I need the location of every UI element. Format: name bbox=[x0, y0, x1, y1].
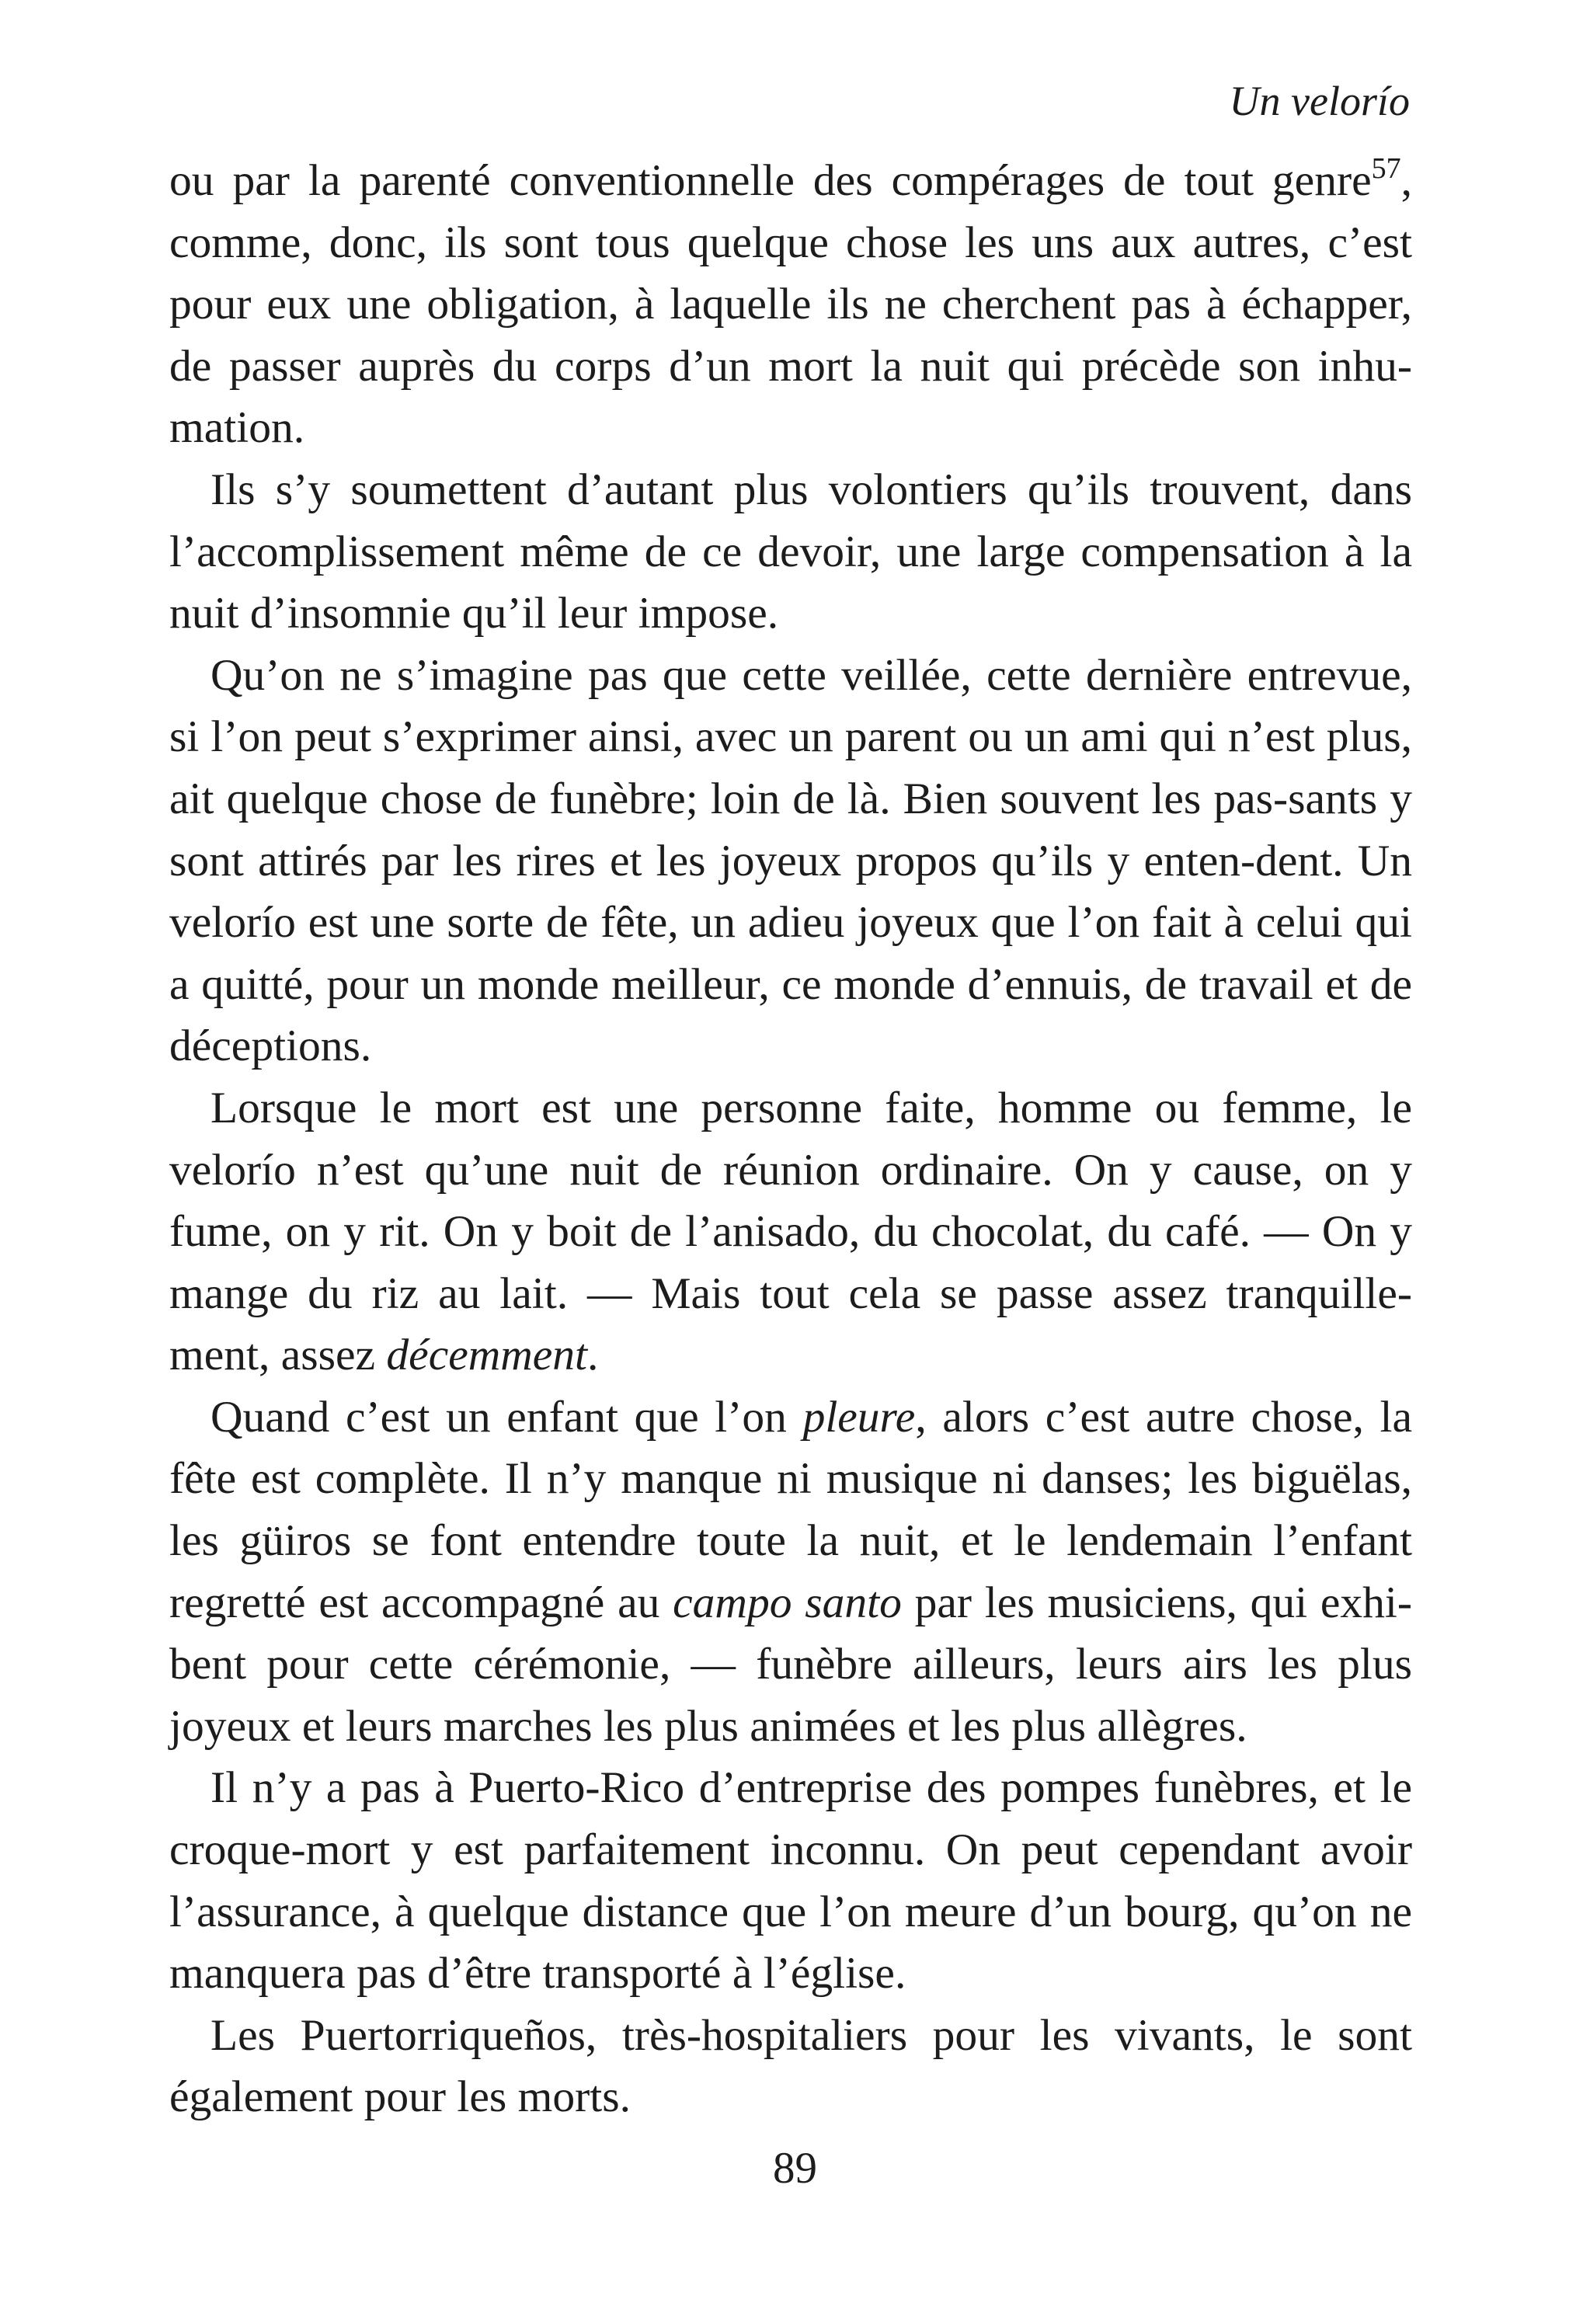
paragraph-4-text: Lorsque le mort est une personne faite, homme ou femme, le velorío n’est qu’une nuit de réunion ordinaire. On y cause, on y fume, on y rit. On y boit de l’anisado, du chocolat, du café. — On y mange du riz au lait. — Mais tout cela se passe assez tranquille-ment, assez bbox=[169, 1083, 1412, 1380]
paragraph-5 bbox=[169, 1386, 1412, 1758]
paragraph-6: Il n’y a pas à Puerto-Rico d’entreprise des pompes funèbres, et le croque-mort y est parfaitement inconnu. On peut cependant avoir l’assurance, à quelque distance que l’on meure d’un bourg, qu’on ne manquera pas d’être transporté à l’église. bbox=[169, 1763, 1412, 1999]
paragraph-1-text: ou par la parenté conventionnelle des compérages de tout genre bbox=[169, 156, 1372, 205]
footnote-ref-57[interactable]: 57 bbox=[1371, 152, 1401, 185]
paragraph-3: Qu’on ne s’imagine pas que cette veillée, cette dernière entrevue, si l’on peut s’exprimer ainsi, avec un parent ou un ami qui n’est plus, ait quelque chose de funèbre; loin de là. Bien souvent les pas-sants y sont attirés par les rires et les joyeux propos qu’ils y enten-dent. Un velorío est une sorte de fête, un adieu joyeux que l’on fait à celui qui a quitté, pour un monde meilleur, ce monde d’ennuis, de travail et de déceptions. bbox=[169, 650, 1412, 1071]
running-head-title: Un velorío bbox=[1229, 78, 1410, 124]
paragraph-5-emphasis-a: pleure bbox=[802, 1392, 916, 1442]
paragraph-4-text-cont: . bbox=[587, 1331, 599, 1380]
paragraph-5-emphasis-b: campo santo bbox=[673, 1578, 902, 1627]
paragraph-5-text-b: , alors c’est autre chose, la fête est complète. Il n’y manque ni musique ni danses; les biguëlas, les güiros se font entendre toute la nuit, et le lendemain l’enfant regretté est accompagné au bbox=[169, 1392, 1412, 1627]
paragraph-5-text-c: par les musiciens, qui exhi-bent pour cette cérémonie, — funèbre ailleurs, leurs airs les plus joyeux et leurs marches les plus animées et les plus allègres. bbox=[169, 1578, 1412, 1751]
paragraph-2: Ils s’y soumettent d’autant plus volontiers qu’ils trouvent, dans l’accomplissement même de ce devoir, une large compensation à la nuit d’insomnie qu’il leur impose. bbox=[169, 464, 1412, 638]
paragraph-7: Les Puertorriqueños, très-hospitaliers pour les vivants, le sont également pour les morts. bbox=[169, 2010, 1412, 2122]
paragraph-5-text-a: Quand c’est un enfant que l’on bbox=[210, 1392, 803, 1442]
paragraph-4 bbox=[169, 1077, 1412, 1386]
page-number: 89 bbox=[773, 2144, 817, 2193]
paragraph-1-text-cont: , comme, donc, ils sont tous quelque chose les uns aux autres, c’est pour eux une obligation, à laquelle ils ne cherchent pas à échapper, de passer auprès du corps d’un mort la nuit qui précède son inhu-mation. bbox=[169, 156, 1412, 453]
paragraph-1 bbox=[169, 150, 1412, 459]
paragraph-4-emphasis: décemment bbox=[386, 1331, 588, 1380]
body-text bbox=[169, 150, 1412, 2128]
